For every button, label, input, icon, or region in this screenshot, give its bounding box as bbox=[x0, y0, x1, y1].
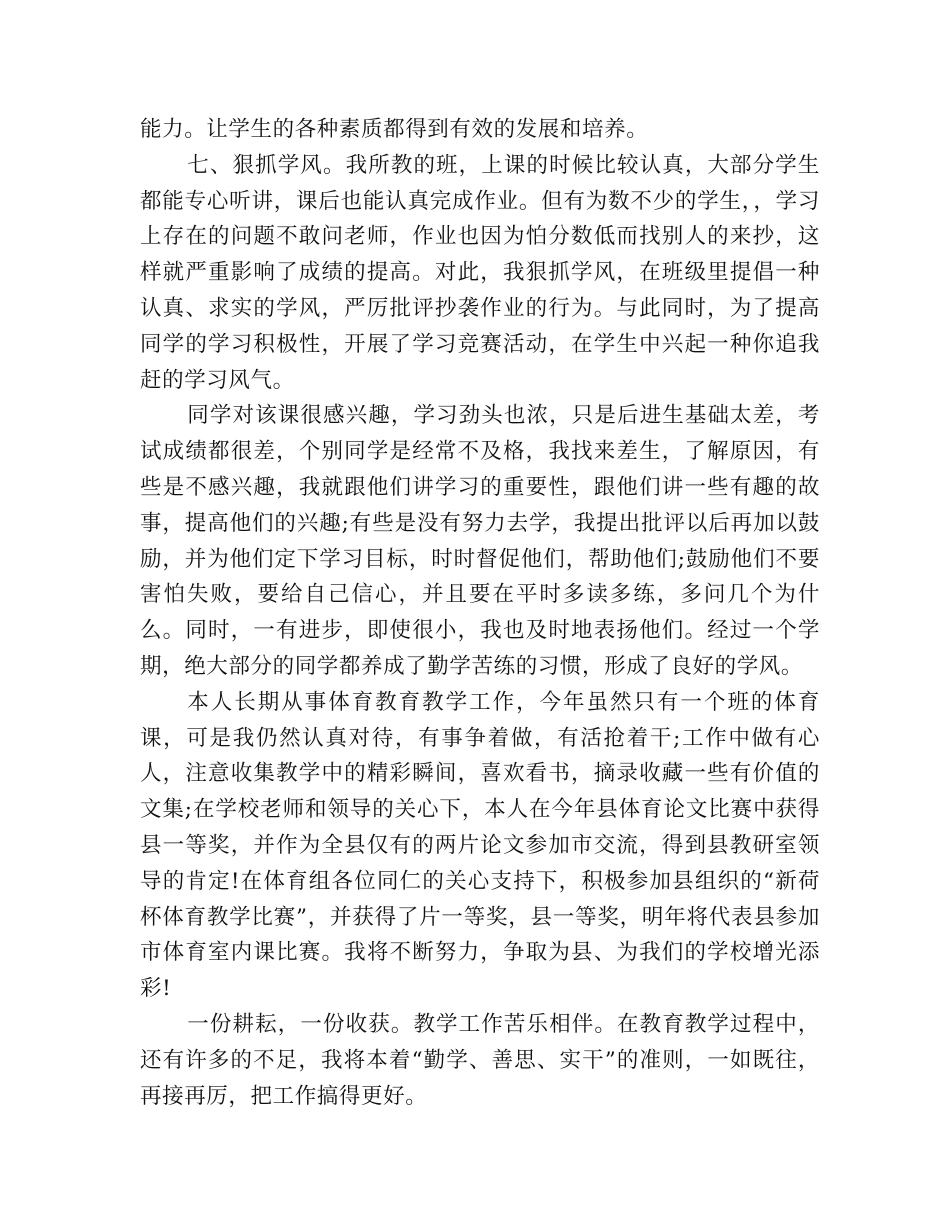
paragraph-1: 能力。让学生的各种素质都得到有效的发展和培养。 bbox=[140, 117, 649, 142]
paragraph-3: 同学对该课很感兴趣，学习劲头也浓，只是后进生基础太差，考试成绩都很差，个别同学是经常不及格，我找来差生，了解原因，有些是不感兴趣，我就跟他们讲学习的重要性，跟他们讲一些有趣的故事，提高他们的兴趣;有些是没有努力去学，我提出批评以后再加以鼓励，并为他们定下学习目标，时时督促他们，帮助他们;鼓励他们不要害怕失败，要给自己信心，并且要在平时多读多练，多问几个为什么。同时，一有进步，即使很小，我也及时地表扬他们。经过一个学期，绝大部分的同学都养成了勤学苦练的习惯，形成了良好的学风。 bbox=[140, 403, 820, 679]
document-body bbox=[140, 112, 820, 1114]
paragraph-4: 本人长期从事体育教育教学工作，今年虽然只有一个班的体育课，可是我仍然认真对待，有事争着做，有活抢着干;工作中做有心人，注意收集教学中的精彩瞬间，喜欢看书，摘录收藏一些有价值的文集;在学校老师和领导的关心下，本人在今年县体育论文比赛中获得县一等奖，并作为全县仅有的两片论文参加市交流，得到县教研室领导的肯定!在体育组各位同仁的关心支持下，积极参加县组织的“新荷杯体育教学比赛”，并获得了片一等奖，县一等奖，明年将代表县参加市体育室内课比赛。我将不断努力，争取为县、为我们的学校增光添彩! bbox=[140, 689, 820, 1002]
paragraph-5: 一份耕耘，一份收获。教学工作苦乐相伴。在教育教学过程中，还有许多的不足，我将本着“勤学、善思、实干”的准则，一如既往，再接再厉，把工作搞得更好。 bbox=[140, 1011, 820, 1109]
paragraph-2: 七、狠抓学风。我所教的班，上课的时候比较认真，大部分学生都能专心听讲，课后也能认真完成作业。但有为数不少的学生，，学习上存在的问题不敢问老师，作业也因为怕分数低而找别人的来抄，这样就严重影响了成绩的提高。对此，我狠抓学风，在班级里提倡一种认真、求实的学风，严厉批评抄袭作业的行为。与此同时，为了提高同学的学习积极性，开展了学习竞赛活动，在学生中兴起一种你追我赶的学习风气。 bbox=[140, 152, 820, 393]
